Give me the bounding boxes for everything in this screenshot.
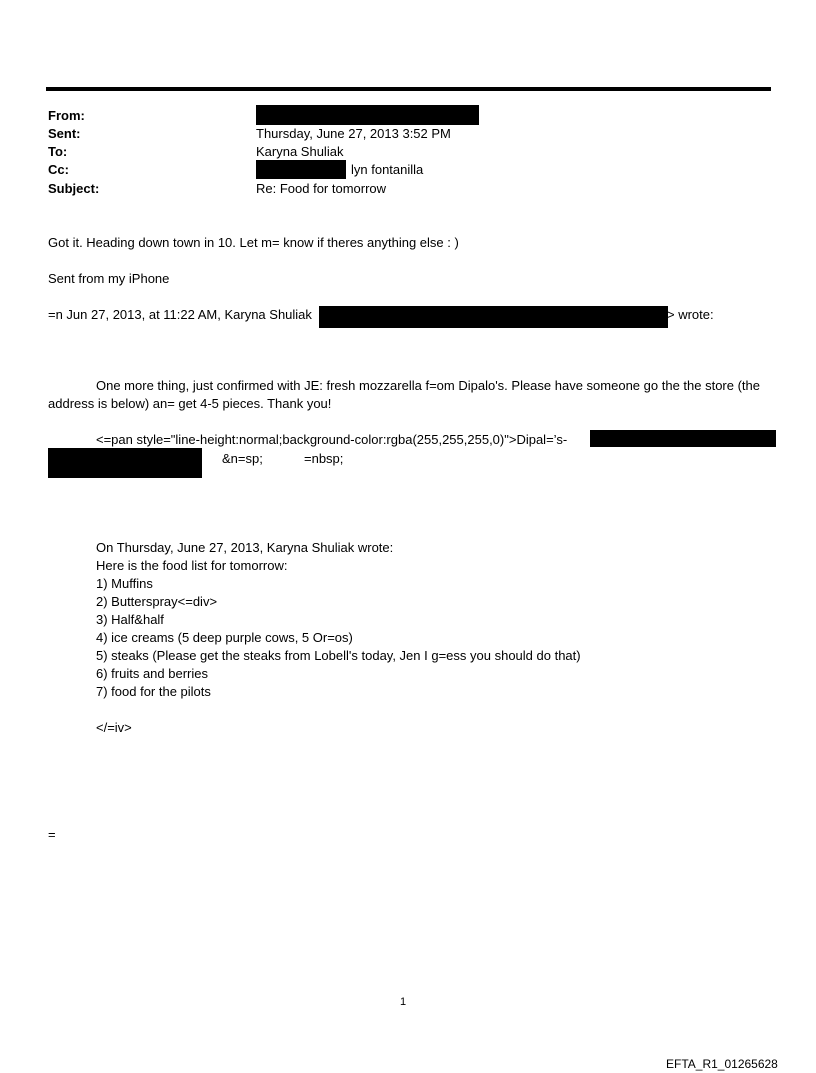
list-item: 6) fruits and berries bbox=[96, 666, 208, 681]
list-item: 2) Butterspray<=div> bbox=[96, 594, 218, 609]
document-id: EFTA_R1_01265628 bbox=[666, 1057, 778, 1071]
cc-value: lyn fontanilla bbox=[351, 162, 424, 177]
list-item: 1) Muffins bbox=[96, 576, 153, 591]
nbsp-fragment-1: &n=sp; bbox=[222, 451, 263, 466]
subject-value: Re: Food for tomorrow bbox=[256, 181, 387, 196]
div-close-fragment: </=iv> bbox=[96, 720, 132, 735]
list-item: 3) Half&half bbox=[96, 612, 164, 627]
email-redaction bbox=[319, 306, 668, 328]
mozzarella-paragraph: One more thing, just confirmed with JE: fresh mozzarella f=om Dipalo's. Please have someone go the the store (the address is below) an= get 4-5 pieces. Thank you! bbox=[48, 378, 761, 411]
list-item: 7) food for the pilots bbox=[96, 684, 211, 699]
reply-line: Got it. Heading down town in 10. Let m= know if theres anything else : ) bbox=[48, 235, 459, 250]
html-fragment-line: <=pan style="line-height:normal;background-color:rgba(255,255,255,0)">Dipal=’s- bbox=[96, 432, 568, 447]
cc-redaction bbox=[256, 160, 346, 179]
to-label: To: bbox=[48, 144, 68, 159]
page-number: 1 bbox=[400, 996, 407, 1008]
sent-value: Thursday, June 27, 2013 3:52 PM bbox=[256, 126, 451, 141]
header-rule bbox=[46, 87, 771, 91]
address-redaction-1 bbox=[590, 430, 776, 447]
nbsp-fragment-2: =nbsp; bbox=[304, 451, 344, 466]
list-item: 5) steaks (Please get the steaks from Lobell's today, Jen I g=ess you should do that) bbox=[96, 648, 581, 663]
to-value: Karyna Shuliak bbox=[256, 144, 344, 159]
from-label: From: bbox=[48, 108, 85, 123]
address-redaction-2 bbox=[48, 448, 202, 478]
subject-label: Subject: bbox=[48, 181, 100, 196]
trailing-equals: = bbox=[48, 827, 56, 842]
from-redaction bbox=[256, 105, 479, 125]
quote2-intro: On Thursday, June 27, 2013, Karyna Shuliak wrote: bbox=[96, 540, 394, 555]
quote-intro-start: =n Jun 27, 2013, at 11:22 AM, Karyna Shuliak bbox=[48, 307, 312, 322]
list-intro: Here is the food list for tomorrow: bbox=[96, 558, 288, 573]
sent-label: Sent: bbox=[48, 126, 81, 141]
list-item: 4) ice creams (5 deep purple cows, 5 Or=os) bbox=[96, 630, 353, 645]
cc-label: Cc: bbox=[48, 162, 69, 177]
signature-line: Sent from my iPhone bbox=[48, 271, 170, 286]
quote-intro-end: > wrote: bbox=[667, 307, 714, 322]
